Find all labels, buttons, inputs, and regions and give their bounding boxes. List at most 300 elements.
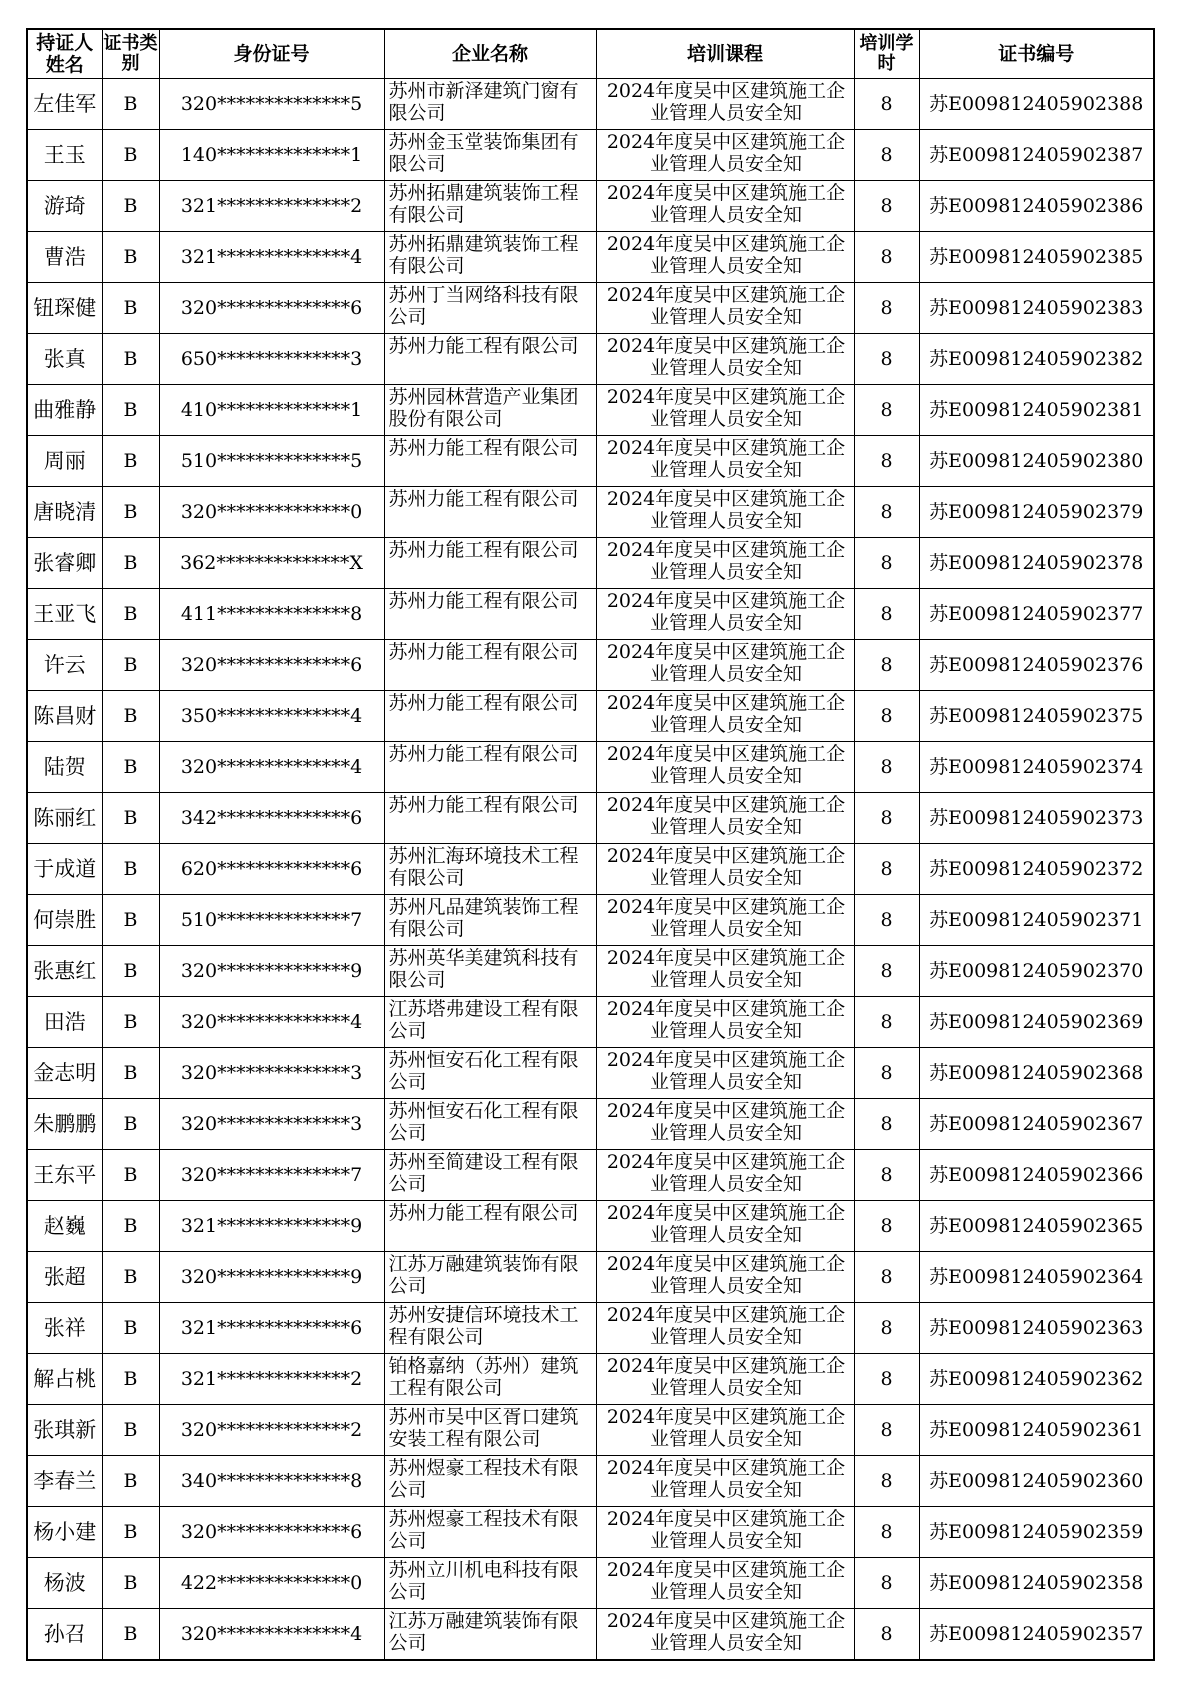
course-cell-text: 2024年度吴中区建筑施工企业管理人员安全知 <box>606 1151 846 1195</box>
hours-cell: 8 <box>854 997 919 1048</box>
certificate-number-cell: 苏E009812405902377 <box>919 589 1154 640</box>
company-cell-text: 苏州煜豪工程技术有限公司 <box>388 1508 579 1552</box>
course-cell <box>596 181 854 232</box>
course-cell <box>596 844 854 895</box>
header-name: 持证人姓名 <box>27 29 102 79</box>
category-cell: B <box>102 640 159 691</box>
table-row <box>27 1405 1154 1456</box>
certificate-number-cell: 苏E009812405902363 <box>919 1303 1154 1354</box>
company-cell-text: 苏州英华美建筑科技有限公司 <box>388 947 579 991</box>
company-cell <box>384 181 596 232</box>
category-cell: B <box>102 1456 159 1507</box>
course-cell <box>596 1456 854 1507</box>
company-cell-text: 江苏万融建筑装饰有限公司 <box>388 1253 579 1297</box>
company-cell <box>384 232 596 283</box>
table-row <box>27 1150 1154 1201</box>
certificate-number-cell: 苏E009812405902367 <box>919 1099 1154 1150</box>
category-cell: B <box>102 1558 159 1609</box>
holder-name-cell: 许云 <box>27 640 102 691</box>
course-cell-text: 2024年度吴中区建筑施工企业管理人员安全知 <box>606 80 846 124</box>
company-cell-text: 苏州拓鼎建筑装饰工程有限公司 <box>388 233 579 277</box>
category-cell: B <box>102 232 159 283</box>
holder-name-cell: 李春兰 <box>27 1456 102 1507</box>
category-cell: B <box>102 793 159 844</box>
certificate-number-cell: 苏E009812405902386 <box>919 181 1154 232</box>
category-cell: B <box>102 1405 159 1456</box>
hours-cell: 8 <box>854 232 919 283</box>
hours-cell: 8 <box>854 1099 919 1150</box>
table-row <box>27 283 1154 334</box>
id-number-cell: 411**************8 <box>159 589 384 640</box>
course-cell <box>596 436 854 487</box>
table-row <box>27 385 1154 436</box>
holder-name-cell: 张琪新 <box>27 1405 102 1456</box>
id-number-cell: 321**************2 <box>159 181 384 232</box>
id-number-cell: 510**************7 <box>159 895 384 946</box>
id-number-cell: 362**************X <box>159 538 384 589</box>
hours-cell: 8 <box>854 1303 919 1354</box>
course-cell <box>596 691 854 742</box>
header-course: 培训课程 <box>596 29 854 79</box>
certificate-number-cell: 苏E009812405902380 <box>919 436 1154 487</box>
table-row <box>27 1558 1154 1609</box>
id-number-cell: 321**************6 <box>159 1303 384 1354</box>
course-cell-text: 2024年度吴中区建筑施工企业管理人员安全知 <box>606 743 846 787</box>
holder-name-cell: 张真 <box>27 334 102 385</box>
company-cell-text: 苏州力能工程有限公司 <box>388 539 579 561</box>
holder-name-cell: 解占桃 <box>27 1354 102 1405</box>
company-cell-text: 苏州煜豪工程技术有限公司 <box>388 1457 579 1501</box>
course-cell-text: 2024年度吴中区建筑施工企业管理人员安全知 <box>606 1202 846 1246</box>
course-cell <box>596 79 854 130</box>
hours-cell: 8 <box>854 1150 919 1201</box>
holder-name-cell: 王亚飞 <box>27 589 102 640</box>
company-cell-text: 苏州力能工程有限公司 <box>388 641 579 663</box>
certificate-table <box>26 28 1155 1661</box>
category-cell: B <box>102 538 159 589</box>
hours-cell: 8 <box>854 538 919 589</box>
table-row <box>27 181 1154 232</box>
certificate-number-cell: 苏E009812405902388 <box>919 79 1154 130</box>
company-cell <box>384 1354 596 1405</box>
holder-name-cell: 朱鹏鹏 <box>27 1099 102 1150</box>
company-cell-text: 苏州力能工程有限公司 <box>388 1202 579 1224</box>
course-cell-text: 2024年度吴中区建筑施工企业管理人员安全知 <box>606 335 846 379</box>
id-number-cell: 320**************7 <box>159 1150 384 1201</box>
course-cell <box>596 1507 854 1558</box>
certificate-number-cell: 苏E009812405902358 <box>919 1558 1154 1609</box>
holder-name-cell: 田浩 <box>27 997 102 1048</box>
company-cell-text: 苏州拓鼎建筑装饰工程有限公司 <box>388 182 579 226</box>
table-row <box>27 1507 1154 1558</box>
category-cell: B <box>102 1150 159 1201</box>
id-number-cell: 320**************4 <box>159 997 384 1048</box>
holder-name-cell: 赵巍 <box>27 1201 102 1252</box>
holder-name-cell: 王东平 <box>27 1150 102 1201</box>
category-cell: B <box>102 181 159 232</box>
company-cell-text: 苏州力能工程有限公司 <box>388 437 579 459</box>
company-cell-text: 苏州力能工程有限公司 <box>388 743 579 765</box>
holder-name-cell: 王玉 <box>27 130 102 181</box>
course-cell-text: 2024年度吴中区建筑施工企业管理人员安全知 <box>606 284 846 328</box>
category-cell: B <box>102 997 159 1048</box>
company-cell <box>384 691 596 742</box>
company-cell <box>384 844 596 895</box>
table-row <box>27 1252 1154 1303</box>
holder-name-cell: 于成道 <box>27 844 102 895</box>
company-cell-text: 苏州力能工程有限公司 <box>388 794 579 816</box>
category-cell: B <box>102 589 159 640</box>
id-number-cell: 320**************3 <box>159 1048 384 1099</box>
course-cell <box>596 1354 854 1405</box>
hours-cell: 8 <box>854 1609 919 1661</box>
header-hours: 培训学时 <box>854 29 919 79</box>
company-cell-text: 苏州市吴中区胥口建筑安装工程有限公司 <box>388 1406 579 1450</box>
holder-name-cell: 杨波 <box>27 1558 102 1609</box>
company-cell <box>384 1048 596 1099</box>
table-row <box>27 1303 1154 1354</box>
hours-cell: 8 <box>854 334 919 385</box>
course-cell-text: 2024年度吴中区建筑施工企业管理人员安全知 <box>606 386 846 430</box>
company-cell-text: 苏州市新泽建筑门窗有限公司 <box>388 80 579 124</box>
company-cell <box>384 1303 596 1354</box>
category-cell: B <box>102 1252 159 1303</box>
certificate-number-cell: 苏E009812405902379 <box>919 487 1154 538</box>
table-row <box>27 1048 1154 1099</box>
certificate-number-cell: 苏E009812405902359 <box>919 1507 1154 1558</box>
company-cell <box>384 1609 596 1661</box>
hours-cell: 8 <box>854 895 919 946</box>
certificate-number-cell: 苏E009812405902375 <box>919 691 1154 742</box>
hours-cell: 8 <box>854 1405 919 1456</box>
holder-name-cell: 曹浩 <box>27 232 102 283</box>
table-row <box>27 1201 1154 1252</box>
course-cell <box>596 1405 854 1456</box>
table-row <box>27 589 1154 640</box>
category-cell: B <box>102 385 159 436</box>
course-cell-text: 2024年度吴中区建筑施工企业管理人员安全知 <box>606 998 846 1042</box>
company-cell <box>384 130 596 181</box>
table-row <box>27 1609 1154 1661</box>
company-cell-text: 江苏万融建筑装饰有限公司 <box>388 1610 579 1654</box>
category-cell: B <box>102 436 159 487</box>
table-row <box>27 640 1154 691</box>
course-cell <box>596 640 854 691</box>
hours-cell: 8 <box>854 130 919 181</box>
course-cell <box>596 232 854 283</box>
company-cell <box>384 895 596 946</box>
category-cell: B <box>102 1507 159 1558</box>
header-id-number: 身份证号 <box>159 29 384 79</box>
id-number-cell: 321**************9 <box>159 1201 384 1252</box>
id-number-cell: 410**************1 <box>159 385 384 436</box>
header-company: 企业名称 <box>384 29 596 79</box>
company-cell-text: 苏州金玉堂装饰集团有限公司 <box>388 131 579 175</box>
table-row <box>27 997 1154 1048</box>
company-cell <box>384 1507 596 1558</box>
category-cell: B <box>102 742 159 793</box>
company-cell <box>384 640 596 691</box>
id-number-cell: 342**************6 <box>159 793 384 844</box>
course-cell-text: 2024年度吴中区建筑施工企业管理人员安全知 <box>606 1508 846 1552</box>
course-cell <box>596 130 854 181</box>
course-cell-text: 2024年度吴中区建筑施工企业管理人员安全知 <box>606 131 846 175</box>
category-cell: B <box>102 1354 159 1405</box>
course-cell <box>596 283 854 334</box>
hours-cell: 8 <box>854 385 919 436</box>
course-cell <box>596 538 854 589</box>
certificate-number-cell: 苏E009812405902362 <box>919 1354 1154 1405</box>
table-row <box>27 436 1154 487</box>
certificate-number-cell: 苏E009812405902381 <box>919 385 1154 436</box>
certificate-number-cell: 苏E009812405902364 <box>919 1252 1154 1303</box>
category-cell: B <box>102 691 159 742</box>
company-cell-text: 苏州力能工程有限公司 <box>388 488 579 510</box>
certificate-number-cell: 苏E009812405902376 <box>919 640 1154 691</box>
hours-cell: 8 <box>854 1507 919 1558</box>
company-cell <box>384 589 596 640</box>
certificate-number-cell: 苏E009812405902368 <box>919 1048 1154 1099</box>
certificate-number-cell: 苏E009812405902366 <box>919 1150 1154 1201</box>
company-cell <box>384 742 596 793</box>
holder-name-cell: 何崇胜 <box>27 895 102 946</box>
category-cell: B <box>102 895 159 946</box>
company-cell-text: 苏州汇海环境技术工程有限公司 <box>388 845 579 889</box>
hours-cell: 8 <box>854 487 919 538</box>
holder-name-cell: 周丽 <box>27 436 102 487</box>
course-cell <box>596 1048 854 1099</box>
hours-cell: 8 <box>854 691 919 742</box>
hours-cell: 8 <box>854 589 919 640</box>
company-cell <box>384 1150 596 1201</box>
hours-cell: 8 <box>854 640 919 691</box>
course-cell-text: 2024年度吴中区建筑施工企业管理人员安全知 <box>606 1559 846 1603</box>
table-row <box>27 538 1154 589</box>
course-cell-text: 2024年度吴中区建筑施工企业管理人员安全知 <box>606 488 846 532</box>
company-cell <box>384 334 596 385</box>
course-cell <box>596 1099 854 1150</box>
course-cell <box>596 946 854 997</box>
table-row <box>27 844 1154 895</box>
id-number-cell: 320**************3 <box>159 1099 384 1150</box>
table-row <box>27 487 1154 538</box>
course-cell-text: 2024年度吴中区建筑施工企业管理人员安全知 <box>606 845 846 889</box>
holder-name-cell: 杨小建 <box>27 1507 102 1558</box>
company-cell-text: 苏州丁当网络科技有限公司 <box>388 284 579 328</box>
certificate-number-cell: 苏E009812405902360 <box>919 1456 1154 1507</box>
course-cell-text: 2024年度吴中区建筑施工企业管理人员安全知 <box>606 182 846 226</box>
hours-cell: 8 <box>854 1252 919 1303</box>
id-number-cell: 340**************8 <box>159 1456 384 1507</box>
category-cell: B <box>102 130 159 181</box>
id-number-cell: 620**************6 <box>159 844 384 895</box>
company-cell-text: 苏州安捷信环境技术工程有限公司 <box>388 1304 579 1348</box>
table-row <box>27 1354 1154 1405</box>
header-certificate-number: 证书编号 <box>919 29 1154 79</box>
holder-name-cell: 陆贺 <box>27 742 102 793</box>
course-cell <box>596 742 854 793</box>
course-cell <box>596 589 854 640</box>
holder-name-cell: 游琦 <box>27 181 102 232</box>
course-cell-text: 2024年度吴中区建筑施工企业管理人员安全知 <box>606 1304 846 1348</box>
certificate-number-cell: 苏E009812405902357 <box>919 1609 1154 1661</box>
certificate-number-cell: 苏E009812405902378 <box>919 538 1154 589</box>
category-cell: B <box>102 1099 159 1150</box>
course-cell <box>596 895 854 946</box>
company-cell-text: 苏州力能工程有限公司 <box>388 692 579 714</box>
company-cell <box>384 1456 596 1507</box>
id-number-cell: 140**************1 <box>159 130 384 181</box>
company-cell <box>384 538 596 589</box>
table-row <box>27 232 1154 283</box>
company-cell <box>384 997 596 1048</box>
company-cell <box>384 79 596 130</box>
id-number-cell: 320**************9 <box>159 1252 384 1303</box>
course-cell <box>596 487 854 538</box>
company-cell-text: 铂格嘉纳（苏州）建筑工程有限公司 <box>388 1355 579 1399</box>
holder-name-cell: 张祥 <box>27 1303 102 1354</box>
category-cell: B <box>102 946 159 997</box>
course-cell <box>596 1252 854 1303</box>
company-cell-text: 江苏塔弗建设工程有限公司 <box>388 998 579 1042</box>
id-number-cell: 510**************5 <box>159 436 384 487</box>
company-cell <box>384 283 596 334</box>
certificate-number-cell: 苏E009812405902382 <box>919 334 1154 385</box>
company-cell-text: 苏州至简建设工程有限公司 <box>388 1151 579 1195</box>
holder-name-cell: 唐晓清 <box>27 487 102 538</box>
category-cell: B <box>102 79 159 130</box>
course-cell-text: 2024年度吴中区建筑施工企业管理人员安全知 <box>606 1610 846 1654</box>
company-cell <box>384 1252 596 1303</box>
company-cell <box>384 1201 596 1252</box>
hours-cell: 8 <box>854 1201 919 1252</box>
hours-cell: 8 <box>854 742 919 793</box>
certificate-number-cell: 苏E009812405902365 <box>919 1201 1154 1252</box>
course-cell-text: 2024年度吴中区建筑施工企业管理人员安全知 <box>606 437 846 481</box>
course-cell-text: 2024年度吴中区建筑施工企业管理人员安全知 <box>606 692 846 736</box>
certificate-number-cell: 苏E009812405902374 <box>919 742 1154 793</box>
course-cell-text: 2024年度吴中区建筑施工企业管理人员安全知 <box>606 1406 846 1450</box>
hours-cell: 8 <box>854 283 919 334</box>
course-cell-text: 2024年度吴中区建筑施工企业管理人员安全知 <box>606 896 846 940</box>
company-cell-text: 苏州凡品建筑装饰工程有限公司 <box>388 896 579 940</box>
course-cell-text: 2024年度吴中区建筑施工企业管理人员安全知 <box>606 794 846 838</box>
holder-name-cell: 张惠红 <box>27 946 102 997</box>
course-cell <box>596 793 854 844</box>
course-cell <box>596 1303 854 1354</box>
category-cell: B <box>102 1609 159 1661</box>
id-number-cell: 320**************6 <box>159 640 384 691</box>
company-cell <box>384 385 596 436</box>
holder-name-cell: 陈丽红 <box>27 793 102 844</box>
category-cell: B <box>102 283 159 334</box>
id-number-cell: 320**************0 <box>159 487 384 538</box>
course-cell <box>596 385 854 436</box>
course-cell-text: 2024年度吴中区建筑施工企业管理人员安全知 <box>606 641 846 685</box>
holder-name-cell: 左佳军 <box>27 79 102 130</box>
course-cell-text: 2024年度吴中区建筑施工企业管理人员安全知 <box>606 1457 846 1501</box>
id-number-cell: 321**************2 <box>159 1354 384 1405</box>
hours-cell: 8 <box>854 1456 919 1507</box>
course-cell <box>596 1201 854 1252</box>
certificate-number-cell: 苏E009812405902361 <box>919 1405 1154 1456</box>
course-cell <box>596 1609 854 1661</box>
course-cell-text: 2024年度吴中区建筑施工企业管理人员安全知 <box>606 947 846 991</box>
company-cell <box>384 487 596 538</box>
certificate-number-cell: 苏E009812405902371 <box>919 895 1154 946</box>
holder-name-cell: 金志明 <box>27 1048 102 1099</box>
holder-name-cell: 钮琛健 <box>27 283 102 334</box>
holder-name-cell: 张超 <box>27 1252 102 1303</box>
category-cell: B <box>102 1201 159 1252</box>
holder-name-cell: 陈昌财 <box>27 691 102 742</box>
course-cell-text: 2024年度吴中区建筑施工企业管理人员安全知 <box>606 1049 846 1093</box>
table-row <box>27 691 1154 742</box>
company-cell-text: 苏州立川机电科技有限公司 <box>388 1559 579 1603</box>
category-cell: B <box>102 487 159 538</box>
holder-name-cell: 曲雅静 <box>27 385 102 436</box>
category-cell: B <box>102 1048 159 1099</box>
certificate-number-cell: 苏E009812405902383 <box>919 283 1154 334</box>
course-cell-text: 2024年度吴中区建筑施工企业管理人员安全知 <box>606 539 846 583</box>
table-row <box>27 895 1154 946</box>
certificate-number-cell: 苏E009812405902385 <box>919 232 1154 283</box>
id-number-cell: 321**************4 <box>159 232 384 283</box>
hours-cell: 8 <box>854 844 919 895</box>
table-row <box>27 130 1154 181</box>
id-number-cell: 320**************6 <box>159 283 384 334</box>
certificate-number-cell: 苏E009812405902370 <box>919 946 1154 997</box>
category-cell: B <box>102 844 159 895</box>
id-number-cell: 650**************3 <box>159 334 384 385</box>
company-cell <box>384 436 596 487</box>
hours-cell: 8 <box>854 946 919 997</box>
category-cell: B <box>102 334 159 385</box>
hours-cell: 8 <box>854 79 919 130</box>
id-number-cell: 320**************4 <box>159 1609 384 1661</box>
course-cell <box>596 1150 854 1201</box>
holder-name-cell: 张睿卿 <box>27 538 102 589</box>
course-cell <box>596 1558 854 1609</box>
certificate-number-cell: 苏E009812405902372 <box>919 844 1154 895</box>
company-cell-text: 苏州力能工程有限公司 <box>388 590 579 612</box>
company-cell <box>384 1558 596 1609</box>
table-row <box>27 946 1154 997</box>
table-row <box>27 1456 1154 1507</box>
course-cell-text: 2024年度吴中区建筑施工企业管理人员安全知 <box>606 1253 846 1297</box>
header-category: 证书类别 <box>102 29 159 79</box>
company-cell <box>384 1405 596 1456</box>
course-cell-text: 2024年度吴中区建筑施工企业管理人员安全知 <box>606 1100 846 1144</box>
course-cell <box>596 997 854 1048</box>
category-cell: B <box>102 1303 159 1354</box>
holder-name-cell: 孙召 <box>27 1609 102 1661</box>
company-cell <box>384 1099 596 1150</box>
table-row <box>27 334 1154 385</box>
id-number-cell: 320**************2 <box>159 1405 384 1456</box>
course-cell-text: 2024年度吴中区建筑施工企业管理人员安全知 <box>606 590 846 634</box>
company-cell-text: 苏州园林营造产业集团股份有限公司 <box>388 386 579 430</box>
company-cell <box>384 793 596 844</box>
hours-cell: 8 <box>854 436 919 487</box>
company-cell-text: 苏州恒安石化工程有限公司 <box>388 1100 579 1144</box>
course-cell-text: 2024年度吴中区建筑施工企业管理人员安全知 <box>606 1355 846 1399</box>
company-cell-text: 苏州力能工程有限公司 <box>388 335 579 357</box>
table-row <box>27 793 1154 844</box>
hours-cell: 8 <box>854 1354 919 1405</box>
id-number-cell: 320**************5 <box>159 79 384 130</box>
certificate-number-cell: 苏E009812405902387 <box>919 130 1154 181</box>
